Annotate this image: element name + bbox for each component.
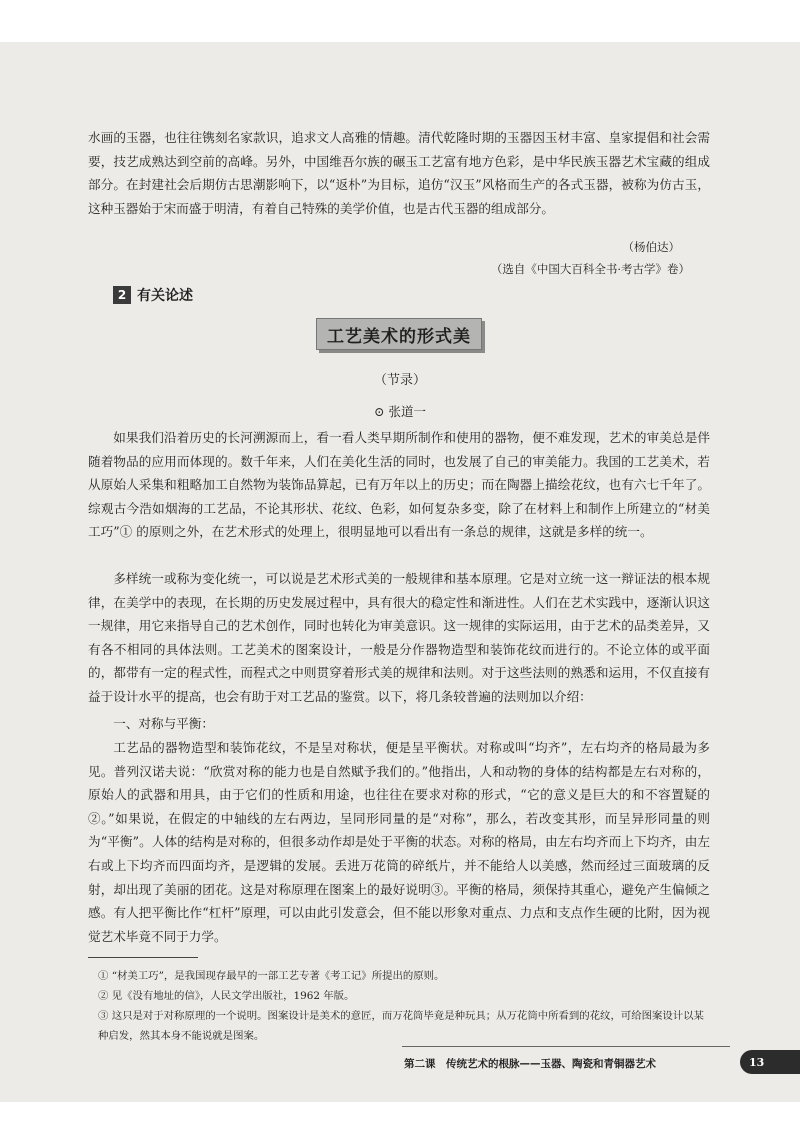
intro-author: （杨伯达） <box>622 240 680 254</box>
body-paragraph: 多样统一或称为变化统一，可以说是艺术形式美的一般规律和基本原理。它是对立统一这一辩证法的根本规律，在美学中的表现，在长期的历史发展过程中，具有很大的稳定性和渐进性。人们在艺术实践中，逐渐认识这一规律，用它来指导自己的艺术创作，同时也转化为审美意识。这一规律的实际运用，由于艺术的品类差异，又有各不相同的具体法则。工艺美术的图案设计，一般是分作器物造型和装饰花纹而进行的。不论立体的或平面的，都带有一定的程式性，而程式之中则贯穿着形式美的规律和法则。对于这些法则的熟悉和运用，不仅直接有益于设计水平的提高，也会有助于对工艺品的鉴赏。以下，将几条较普遍的法则加以介绍： <box>88 571 710 704</box>
footnote: ③ 这只是对于对称原理的一个说明。图案设计是美术的意匠，而万花筒毕竟是种玩具；从万花筒中所看到的花纹，可给图案设计以某种启发，然其本身不能说就是图案。 <box>98 1010 704 1042</box>
body-paragraph: 工艺品的器物造型和装饰花纹，不是呈对称状，便是呈平衡状。对称或叫“均齐”，左右均齐的格局最为多见。普列汉诺夫说：“欣赏对称的能力也是自然赋予我们的。”他指出，人和动物的身体的结构都是左右对称的，原始人的武器和用具，由于它们的性质和用途，也往往在要求对称的形式，“它的意义是巨大的和不容置疑的②。”如果说，在假定的中轴线的左右两边，呈同形同量的是“对称”，那么，若改变其形，而呈异形同量的则为“平衡”。人体的结构是对称的，但很多动作却是处于平衡的状态。对称的格局，由左右均齐而上下均齐，由左右或上下均齐而四面均齐，是逻辑的发展。丢进万花筒的碎纸片，并不能给人以美感，然而经过三面玻璃的反射，却出现了美丽的团花。这是对称原理在图案上的最好说明③。平衡的格局，须保持其重心，避免产生偏倾之感。有人把平衡比作“杠杆”原理，可以由此引发意会，但不能以形象对重点、力点和支点作生硬的比附，因为视觉艺术毕竟不同于力学。 <box>88 740 710 944</box>
footnote-divider <box>88 957 198 958</box>
page-number: 13 <box>749 1055 765 1069</box>
chapter-footer: 第二课 传统艺术的根脉——玉器、陶瓷和青铜器艺术 <box>404 1058 656 1070</box>
article-subtitle: （节录） <box>373 373 426 388</box>
footer-divider <box>402 1046 730 1047</box>
article-author: ⊙ 张道一 <box>374 404 426 419</box>
article-title: 工艺美术的形式美 <box>316 318 482 350</box>
section-heading <box>113 284 193 305</box>
footnote: ② 见《没有地址的信》，人民文学出版社，1962 年版。 <box>98 990 355 1002</box>
section-subheading: 一、对称与平衡： <box>113 716 214 731</box>
section-number-badge: 2 <box>113 286 131 304</box>
page-number-tab <box>740 1050 800 1074</box>
intro-source: （选自《中国大百科全书·考古学》卷） <box>490 262 690 276</box>
body-paragraph: 如果我们沿着历史的长河溯源而上，看一看人类早期所制作和使用的器物，便不难发现，艺术的审美总是伴随着物品的应用而体现的。数千年来，人们在美化生活的同时，也发展了自己的审美能力。我国的工艺美术，若从原始人采集和粗略加工自然物为装饰品算起，已有万年以上的历史；而在陶器上描绘花纹，也有六七千年了。综观古今浩如烟海的工艺品，不论其形状、花纹、色彩，如何复杂多变，除了在材料上和制作上所建立的“材美工巧”① 的原则之外，在艺术形式的处理上，很明显地可以看出有一条总的规律，这就是多样的统一。 <box>88 430 710 540</box>
section-title: 有关论述 <box>137 287 193 304</box>
intro-paragraph: 水画的玉器，也往往镌刻名家款识，追求文人高雅的情趣。清代乾隆时期的玉器因玉材丰富、皇家提倡和社会需要，技艺成熟达到空前的高峰。另外，中国维吾尔族的碾玉工艺富有地方色彩，是中华民族玉器艺术宝藏的组成部分。在封建社会后期仿古思潮影响下，以“返朴”为目标，追仿“汉玉”风格而生产的各式玉器，被称为仿古玉，这种玉器始于宋而盛于明清，有着自己特殊的美学价值，也是古代玉器的组成部分。 <box>88 130 710 216</box>
footnote: ① “材美工巧”，是我国现存最早的一部工艺专著《考工记》所提出的原则。 <box>98 970 445 982</box>
